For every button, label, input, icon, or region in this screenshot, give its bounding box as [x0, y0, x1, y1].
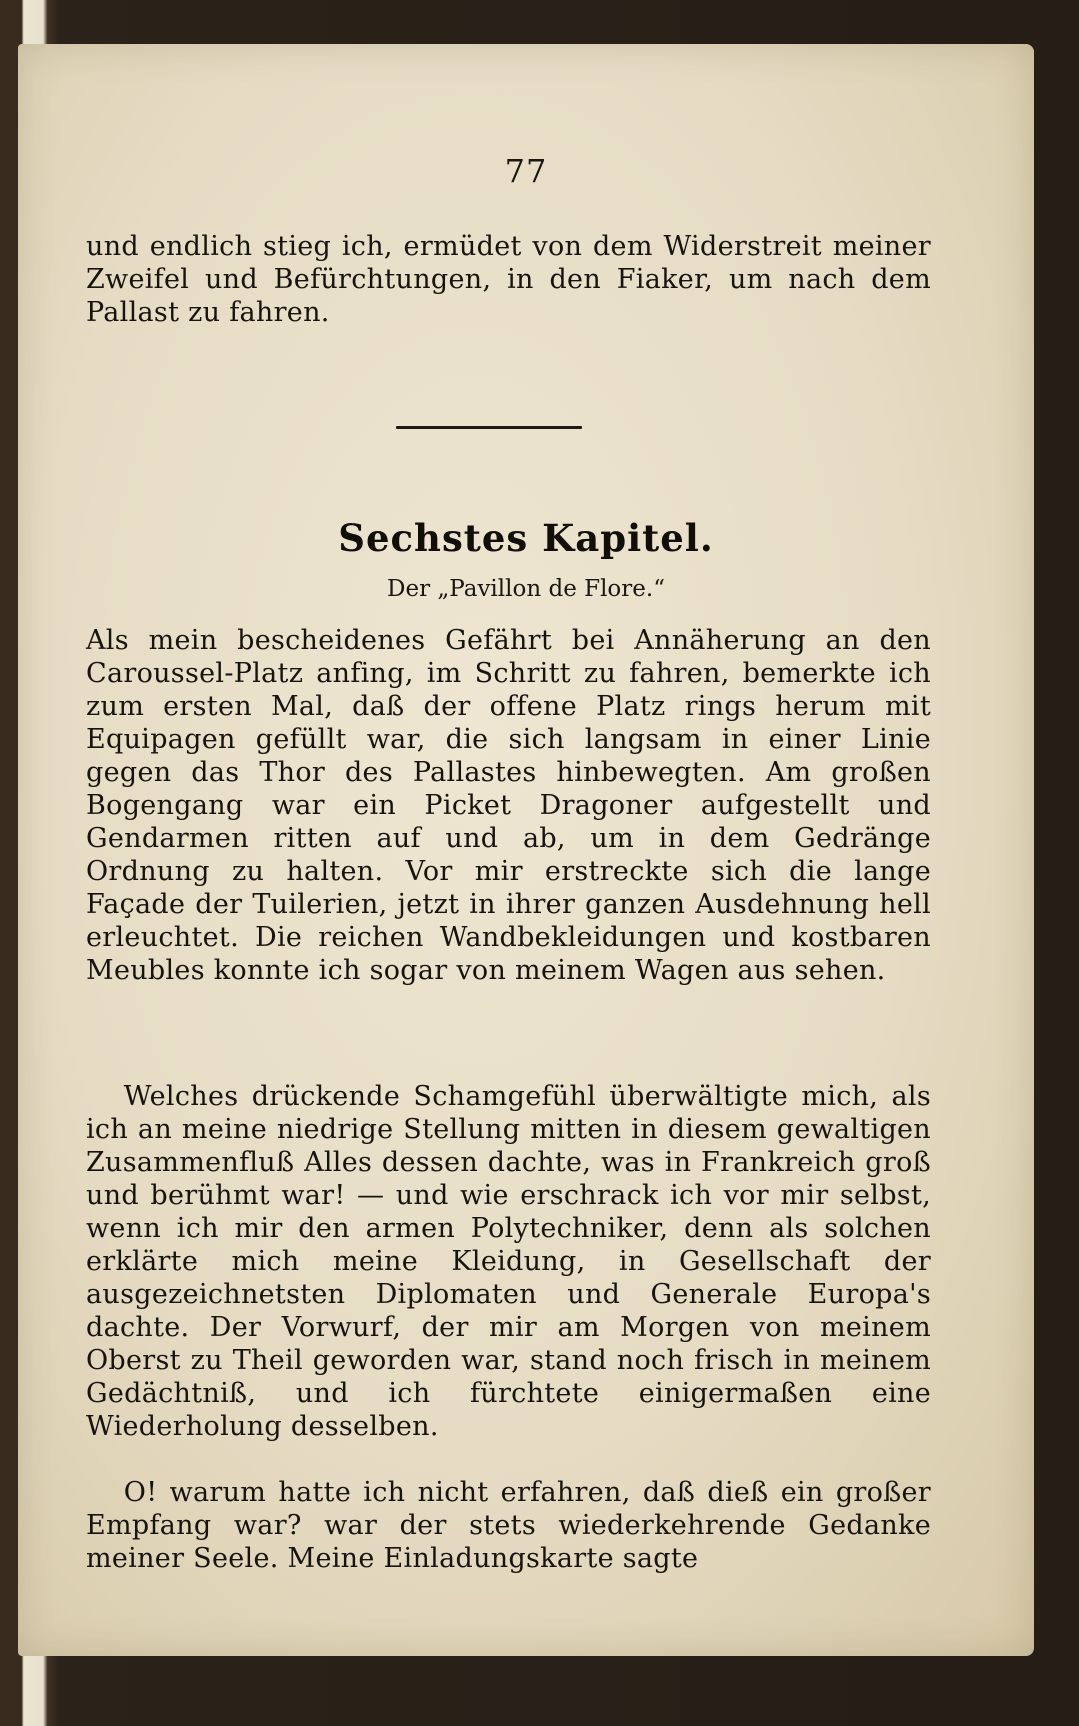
paragraph-text: O! warum hatte ich nicht erfahren, daß dieß ein großer Empfang war? war der stets wiederkehrende Gedanke meiner Seele. Meine Einladungskarte sagte — [86, 1477, 931, 1574]
book-page — [18, 44, 1034, 1656]
continued-text: und endlich stieg ich, ermüdet von dem Widerstreit meiner Zweifel und Befürchtungen, in den Fiaker, um nach dem Pallast zu fahren. — [86, 231, 931, 328]
paragraph-text: Als mein bescheidenes Gefährt bei Annäherung an den Caroussel-Platz anfing, im Schritt zu fahren, bemerkte ich zum ersten Mal, daß der offene Platz rings herum mit Equipagen gefüllt war, die sich langsam in einer Linie gegen das Thor des Pallastes hinbewegten. Am großen Bogengang war ein Picket Dragoner aufgestellt und Gendarmen ritten auf und ab, um in dem Gedränge Ordnung zu halten. Vor mir erstreckte sich die lange Façade der Tuilerien, jetzt in ihrer ganzen Ausdehnung hell erleuchtet. Die reichen Wandbekleidungen und kostbaren Meubles konnte ich sogar von meinem Wagen aus sehen. — [86, 625, 931, 986]
chapter-title: Sechstes Kapitel. — [338, 516, 714, 560]
chapter-subtitle: Der „Pavillon de Flore.“ — [387, 576, 665, 602]
paragraph-three — [86, 1476, 931, 1575]
paragraph-one — [86, 624, 931, 987]
paragraph-two — [86, 1080, 931, 1443]
continued-paragraph — [86, 230, 931, 329]
section-divider — [396, 426, 582, 429]
page-number: 77 — [504, 152, 548, 190]
paragraph-text: Welches drückende Schamgefühl überwältigte mich, als ich an meine niedrige Stellung mitten in diesem gewaltigen Zusammenfluß Alles dessen dachte, was in Frankreich groß und berühmt war! — und wie erschrack ich vor mir selbst, wenn ich mir den armen Polytechniker, denn als solchen erklärte mich meine Kleidung, in Gesellschaft der ausgezeichnetsten Diplomaten und Generale Europa's dachte. Der Vorwurf, der mir am Morgen von meinem Oberst zu Theil geworden war, stand noch frisch in meinem Gedächtniß, und ich fürchtete einigermaßen eine Wiederholung desselben. — [86, 1081, 931, 1442]
